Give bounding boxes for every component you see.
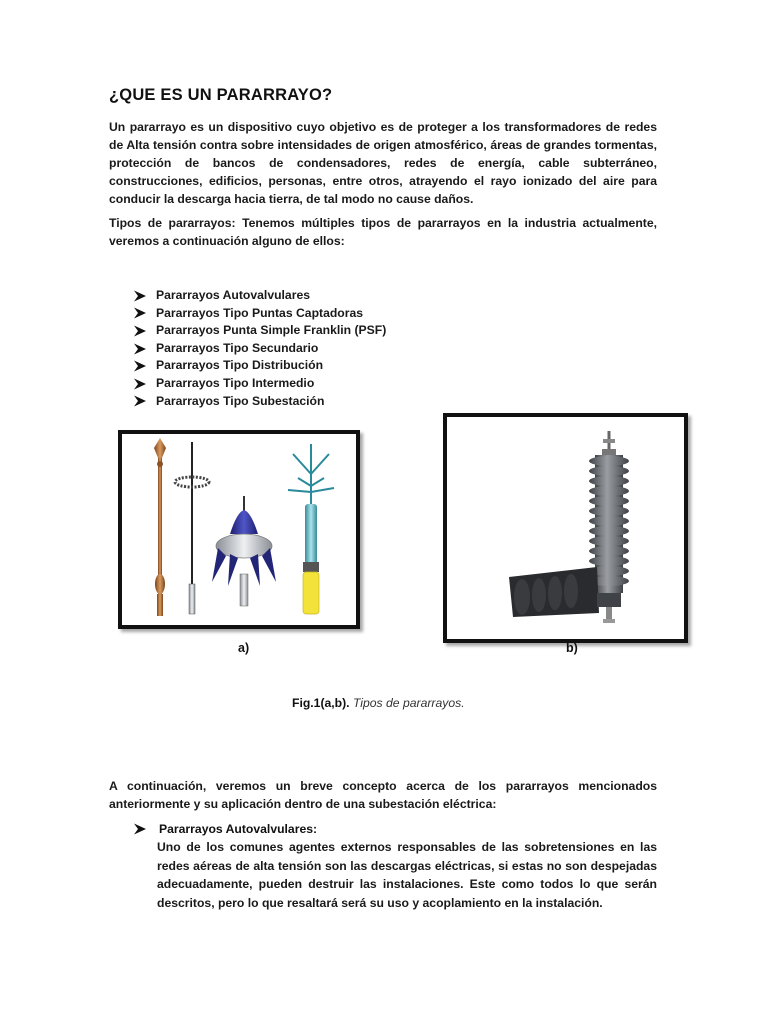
- figure-caption: [292, 696, 465, 710]
- continuation-paragraph: A continuación, veremos un breve concepto acerca de los pararrayos mencionados anteriormente y su aplicación dentro de una subestación eléctrica:: [109, 779, 657, 811]
- list-item: [133, 287, 386, 305]
- ese-arrester-icon: [212, 496, 276, 606]
- intro-paragraph: Un pararrayo es un dispositivo cuyo objetivo es de proteger a los transformadores de redes de Alta tensión contra sobre intensidades de origen atmosférico, áreas de grandes tormentas, protección de bancos de condensadores, redes de energía, cable subterráneo, construcciones, edificios, personas, entre otros, atrayendo el rayo ionizado del aire para conducir la descarga hacia tierra, de tal modo no cause daños.: [109, 120, 657, 206]
- section-body: Uno de los comunes agentes externos responsables de las sobretensiones en las redes aéreas de alta tensión son las descargas eléctricas, si estas no son despejadas adecuadamente, pueden destruir las instalaciones. Este como todos lo que serán descritos, pero lo que resaltará será su uso y acoplamiento en la instalación.: [157, 840, 657, 910]
- arrester-top-terminal-icon: [602, 431, 616, 457]
- lightning-rods-illustration: [122, 434, 356, 625]
- section-heading: [133, 822, 317, 836]
- arrowhead-bullet-icon: [133, 378, 147, 390]
- types-paragraph: Tipos de pararrayos: Tenemos múltiples tipos de pararrayos en la industria actualmente, veremos a continuación alguno de ellos:: [109, 216, 657, 248]
- list-item-label: Pararrayos Tipo Distribución: [156, 358, 324, 373]
- list-item: [133, 357, 386, 375]
- surge-arrester-illustration: [447, 417, 684, 639]
- figure-a-lightning-rods: [118, 430, 360, 629]
- list-item: [133, 305, 386, 323]
- arrowhead-bullet-icon: [133, 325, 147, 337]
- list-item: [133, 375, 386, 393]
- multi-point-arrester-icon: [288, 444, 334, 504]
- list-item-label: Pararrayos Tipo Subestación: [156, 393, 325, 408]
- list-item-label: Pararrayos Tipo Puntas Captadoras: [156, 305, 364, 320]
- copper-rod-icon: [154, 438, 166, 616]
- figure-b-label: b): [566, 641, 578, 655]
- types-list: [133, 287, 386, 410]
- figure-caption-bold: Fig.1(a,b).: [292, 696, 350, 710]
- list-item: [133, 393, 386, 411]
- figure-caption-italic: Tipos de pararrayos.: [352, 696, 465, 710]
- steel-rod-with-disc-icon: [175, 442, 209, 614]
- section-title: Pararrayos Autovalvulares:: [159, 822, 318, 836]
- list-item-label: Pararrayos Autovalvulares: [156, 288, 311, 302]
- list-item-label: Pararrayos Punta Simple Franklin (PSF): [156, 323, 387, 338]
- list-item-label: Pararrayos Tipo Secundario: [156, 340, 319, 355]
- arrowhead-bullet-icon: [133, 343, 147, 355]
- list-item-label: Pararrayos Tipo Intermedio: [156, 375, 315, 390]
- list-item: [133, 340, 386, 358]
- page-title: ¿QUE ES UN PARARRAYO?: [109, 86, 333, 104]
- arrowhead-bullet-icon: [133, 290, 147, 302]
- arrowhead-bullet-icon: [133, 307, 147, 319]
- figure-b-surge-arrester: [443, 413, 688, 643]
- figure-a-label: a): [238, 641, 250, 655]
- arrowhead-bullet-icon: [133, 823, 147, 835]
- arrowhead-bullet-icon: [133, 395, 147, 407]
- list-item: [133, 322, 386, 340]
- arrowhead-bullet-icon: [133, 360, 147, 372]
